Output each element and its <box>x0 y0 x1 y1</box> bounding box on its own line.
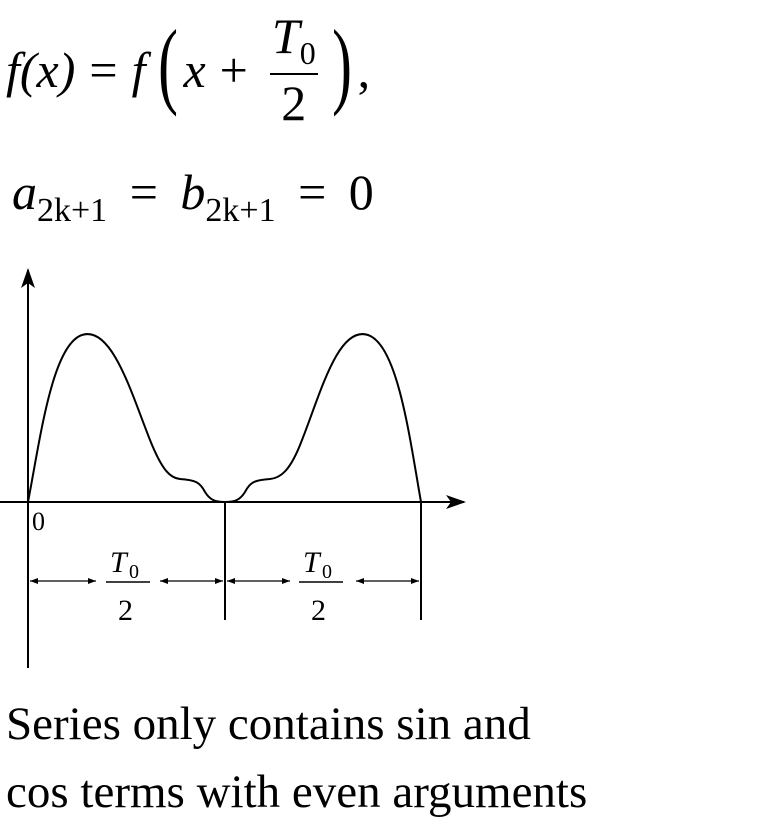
eq2-a: a <box>12 164 37 220</box>
eq1-comma: , <box>357 42 371 98</box>
eq1-x: x <box>183 42 206 98</box>
eq2-equals-1: = <box>129 164 158 220</box>
origin-label: 0 <box>32 507 45 536</box>
eq1-plus: + <box>219 42 248 98</box>
waveform-curve-second-half <box>225 334 421 502</box>
eq1-f: f <box>131 42 146 98</box>
half-period-label-2 <box>299 546 343 627</box>
eq2-equals-2: = <box>298 164 327 220</box>
caption-line-1: Series only contains sin and <box>6 698 531 750</box>
half-period-label-2-num-sub: 0 <box>322 561 332 583</box>
eq1-close-paren: ) <box>331 10 352 117</box>
eq1-fraction-denominator: 2 <box>281 75 307 132</box>
half-period-label-1-num-sub: 0 <box>129 561 139 583</box>
eq1-fraction-numerator: $T_0$ <box>271 8 316 72</box>
half-period-label-2-num: T <box>303 546 320 579</box>
eq2-a-subscript: 2k+1 <box>37 192 108 229</box>
caption-line-2: cos terms with even arguments <box>6 766 588 818</box>
eq2-zero: 0 <box>348 164 374 220</box>
half-period-label-1-num: T <box>110 546 127 579</box>
eq1-open-paren: ( <box>157 10 178 117</box>
half-period-label-1-den: 2 <box>118 594 133 627</box>
caption <box>6 690 587 826</box>
half-period-label-2-den: 2 <box>311 594 326 627</box>
half-period-label-1 <box>106 546 150 627</box>
eq2-b-subscript: 2k+1 <box>205 192 276 229</box>
eq1-lhs: f(x) <box>6 42 76 98</box>
eq2-b: b <box>180 164 206 220</box>
waveform-curve-first-half <box>28 334 225 502</box>
eq1-equals: = <box>89 42 118 98</box>
